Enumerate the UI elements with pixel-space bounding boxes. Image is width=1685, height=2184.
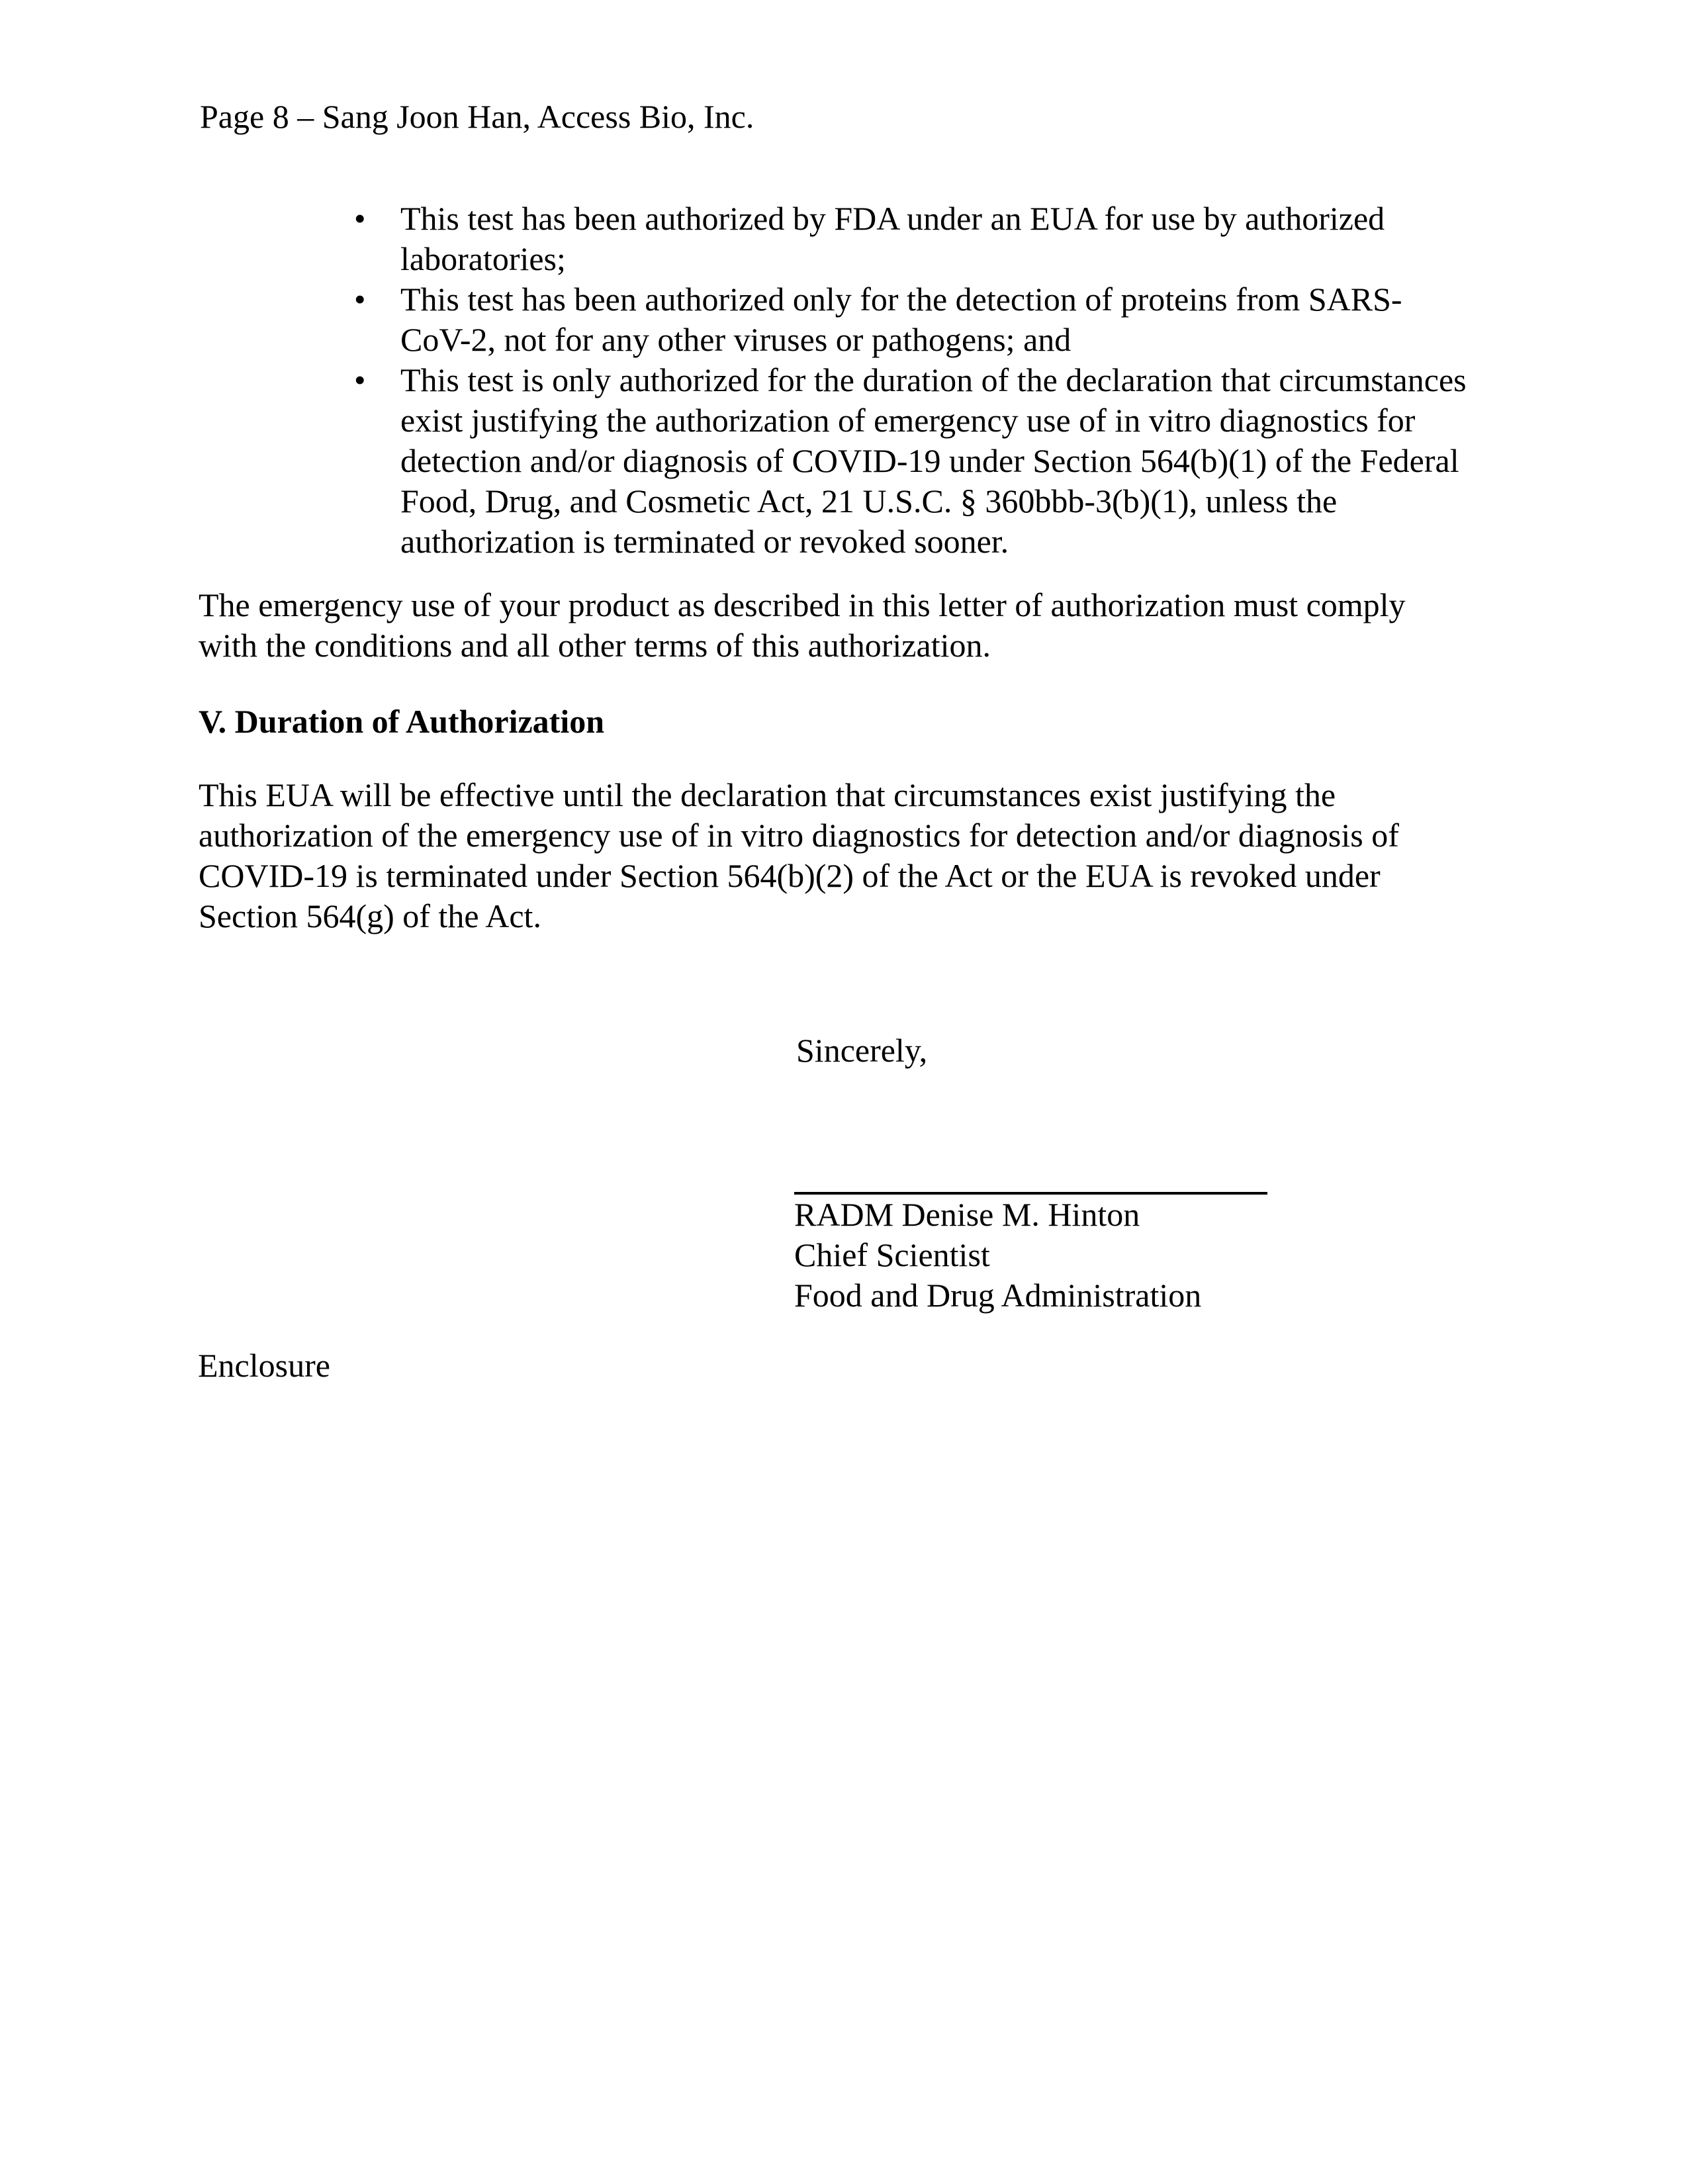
- bullet-line: This test is only authorized for the duration of the declaration that circumstances: [400, 361, 1467, 398]
- bullet-line: Food, Drug, and Cosmetic Act, 21 U.S.C. § 360bbb-3(b)(1), unless the: [400, 482, 1338, 520]
- compliance-paragraph: [199, 585, 1406, 666]
- paragraph-line: The emergency use of your product as described in this letter of authorization must comply: [199, 586, 1406, 623]
- bullet-line: authorization is terminated or revoked sooner.: [400, 523, 1009, 560]
- duration-paragraph: [199, 775, 1399, 936]
- bullet-text: [400, 360, 1467, 562]
- bullet-line: exist justifying the authorization of emergency use of in vitro diagnostics for: [400, 402, 1416, 439]
- signer-title: Chief Scientist: [794, 1236, 990, 1273]
- paragraph-line: with the conditions and all other terms of this authorization.: [199, 627, 991, 664]
- bullet-icon: •: [354, 361, 366, 398]
- bullet-icon: •: [354, 281, 366, 318]
- bullet-list: [199, 199, 1467, 562]
- bullet-line: laboratories;: [400, 240, 566, 277]
- bullet-line: This test has been authorized by FDA under an EUA for use by authorized: [400, 200, 1385, 237]
- paragraph-line: authorization of the emergency use of in vitro diagnostics for detection and/or diagnosis of: [199, 817, 1399, 854]
- page-header: Page 8 – Sang Joon Han, Access Bio, Inc.: [200, 98, 754, 135]
- signature-block: [794, 1192, 1267, 1316]
- paragraph-line: COVID-19 is terminated under Section 564(b)(2) of the Act or the EUA is revoked under: [199, 857, 1381, 894]
- bullet-text: [400, 199, 1385, 279]
- enclosure-note: Enclosure: [198, 1347, 330, 1384]
- bullet-text: [400, 279, 1402, 360]
- bullet-line: detection and/or diagnosis of COVID-19 under Section 564(b)(1) of the Federal: [400, 442, 1459, 479]
- signer-name: RADM Denise M. Hinton: [794, 1196, 1140, 1233]
- list-item: [199, 279, 1467, 360]
- bullet-line: This test has been authorized only for the detection of proteins from SARS-: [400, 281, 1402, 318]
- signer-organization: Food and Drug Administration: [794, 1277, 1202, 1314]
- duration-section-heading: V. Duration of Authorization: [199, 703, 605, 740]
- bullet-icon: •: [354, 200, 366, 237]
- list-item: [199, 199, 1467, 279]
- bullet-line: CoV-2, not for any other viruses or pathogens; and: [400, 321, 1071, 358]
- salutation: Sincerely,: [796, 1032, 928, 1069]
- paragraph-line: This EUA will be effective until the declaration that circumstances exist justifying the: [199, 776, 1336, 813]
- list-item: [199, 360, 1467, 562]
- paragraph-line: Section 564(g) of the Act.: [199, 897, 541, 934]
